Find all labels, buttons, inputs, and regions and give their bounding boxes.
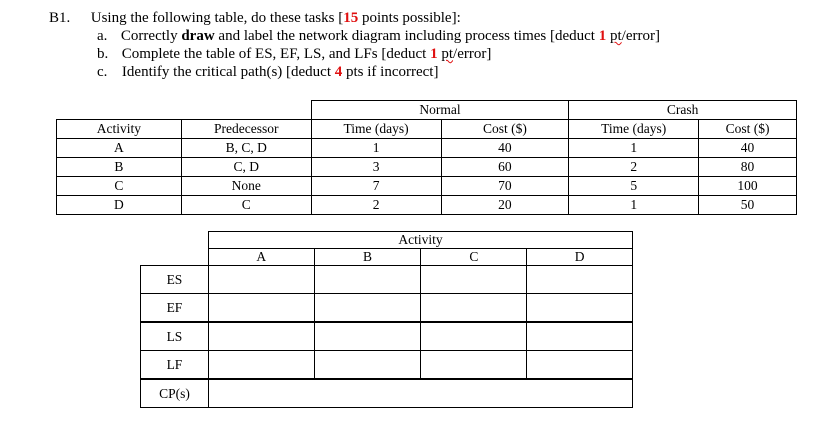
cell: 100 [699,177,797,196]
question-heading [49,10,461,27]
row-label-ef: EF [141,294,209,323]
col-d: D [527,249,633,266]
col-predecessor: Predecessor [181,120,311,139]
col-b: B [314,249,421,266]
ef-c-cell[interactable] [421,294,527,323]
cell: B [57,158,182,177]
table-row [57,196,797,215]
cp-answer-cell[interactable] [208,379,632,408]
ls-d-cell[interactable] [527,322,633,351]
lf-b-cell[interactable] [314,351,421,380]
ef-a-cell[interactable] [208,294,314,323]
task-c-text: Identify the critical path(s) [deduct [121,64,335,80]
task-b-marker: b. [97,46,109,62]
col-crash-cost: Cost ($) [699,120,797,139]
es-c-cell[interactable] [421,266,527,294]
cp-row [141,379,633,408]
lf-a-cell[interactable] [208,351,314,380]
lf-d-cell[interactable] [527,351,633,380]
col-crash-time: Time (days) [569,120,699,139]
row-label-cp: CP(s) [141,379,209,408]
ef-row [141,294,633,323]
task-b-points: 1 [430,46,438,62]
cell: 7 [311,177,441,196]
cell: 70 [441,177,569,196]
es-b-cell[interactable] [314,266,421,294]
col-normal-time: Time (days) [311,120,441,139]
task-b-unit: pt [441,46,454,62]
cell: 1 [311,139,441,158]
task-a-bold: draw [181,28,215,44]
question-number: B1. [49,10,71,26]
cell: 50 [699,196,797,215]
col-normal-cost: Cost ($) [441,120,569,139]
cell: C [181,196,311,215]
blank-cell [141,232,209,249]
task-a [97,28,660,45]
cell: 2 [311,196,441,215]
cell: 1 [569,196,699,215]
task-c-marker: c. [97,64,108,80]
row-label-ls: LS [141,322,209,351]
cell: C [57,177,182,196]
points-total: 15 [343,10,359,26]
task-a-text-end: error] [625,28,660,44]
task-a-unit: pt [609,28,622,44]
cell: None [181,177,311,196]
ls-c-cell[interactable] [421,322,527,351]
blank-cell [141,249,209,266]
task-a-text-mid: and label the network diagram including process times [deduct [214,28,599,44]
cell: C, D [181,158,311,177]
lf-row [141,351,633,380]
activity-table [56,100,797,215]
ef-d-cell[interactable] [527,294,633,323]
cell: A [57,139,182,158]
task-c-text-end: pts if incorrect] [342,64,439,80]
lf-c-cell[interactable] [421,351,527,380]
blank-cell [181,101,311,120]
schedule-table [140,231,633,408]
cell: 20 [441,196,569,215]
normal-header: Normal [311,101,569,120]
table-row [57,177,797,196]
ls-a-cell[interactable] [208,322,314,351]
task-b [97,46,491,63]
question-intro: Using the following table, do these tasks [ [90,10,344,26]
task-a-text: Correctly [120,28,182,44]
task-b-text: Complete the table of ES, EF, LS, and LFs [deduct [121,46,431,62]
activity-column-row [141,249,633,266]
ef-b-cell[interactable] [314,294,421,323]
row-label-es: ES [141,266,209,294]
task-b-text-end: error] [457,46,492,62]
task-b-sep: / [453,46,458,62]
table-row [57,158,797,177]
ls-row [141,322,633,351]
cell: 40 [699,139,797,158]
cell: 40 [441,139,569,158]
table-row [57,139,797,158]
cell: B, C, D [181,139,311,158]
task-c-points: 4 [334,64,343,80]
cell: 1 [569,139,699,158]
group-header-row [57,101,797,120]
cell: 80 [699,158,797,177]
es-row [141,266,633,294]
task-c [97,64,438,81]
question-intro-end: points possible]: [358,10,461,26]
row-label-lf: LF [141,351,209,380]
column-header-row [57,120,797,139]
es-a-cell[interactable] [208,266,314,294]
cell: 5 [569,177,699,196]
activity-group-header-row [141,232,633,249]
task-a-sep: / [621,28,626,44]
task-a-points: 1 [598,28,607,44]
task-a-marker: a. [97,28,108,44]
col-activity: Activity [57,120,182,139]
activity-group-header: Activity [208,232,632,249]
cell: D [57,196,182,215]
cell: 60 [441,158,569,177]
cell: 2 [569,158,699,177]
blank-cell [57,101,182,120]
col-a: A [208,249,314,266]
cell: 3 [311,158,441,177]
crash-header: Crash [569,101,797,120]
col-c: C [421,249,527,266]
es-d-cell[interactable] [527,266,633,294]
ls-b-cell[interactable] [314,322,421,351]
